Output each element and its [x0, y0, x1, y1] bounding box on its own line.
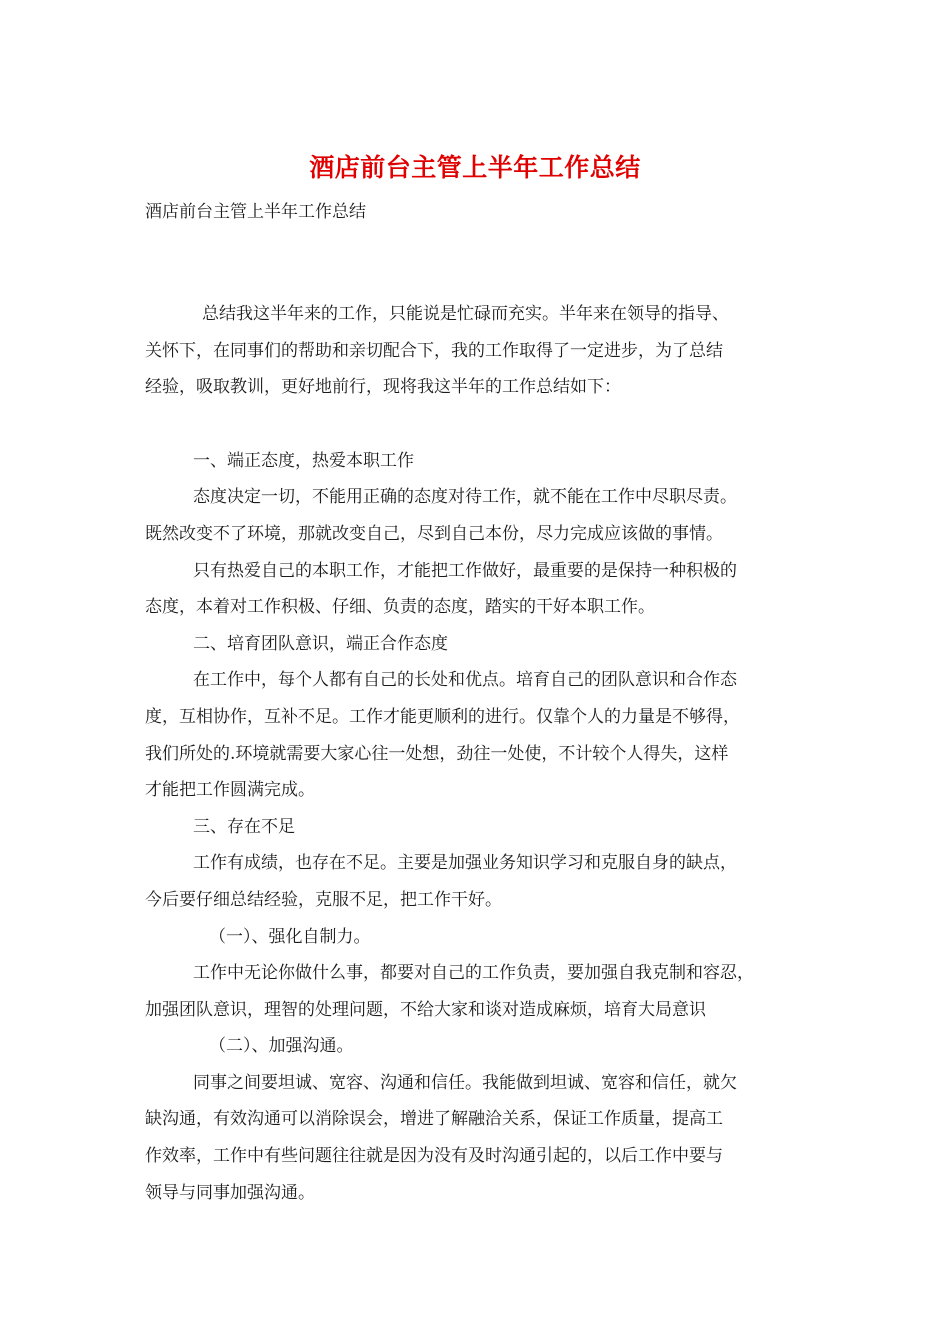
paragraph-line: 只有热爱自己的本职工作，才能把工作做好，最重要的是保持一种积极的 [193, 560, 737, 581]
paragraph-line: 工作中无论你做什么事，都要对自己的工作负责，要加强自我克制和容忍， [193, 963, 754, 984]
document-subtitle: 酒店前台主管上半年工作总结 [145, 202, 366, 222]
paragraph-line: 今后要仔细总结经验，克服不足，把工作干好。 [145, 889, 502, 910]
paragraph-gap [145, 406, 825, 443]
subsection-heading: （一）、强化自制力。 [209, 926, 371, 947]
paragraph-line: 经验，吸取教训，更好地前行，现将我这半年的工作总结如下： [145, 377, 621, 398]
paragraph-line: 总结我这半年来的工作，只能说是忙碌而充实。半年来在领导的指导、 [202, 304, 729, 324]
paragraph-line: 既然改变不了环境，那就改变自己，尽到自己本份，尽力完成应该做的事情。 [145, 523, 723, 544]
paragraph-line: 态度决定一切，不能用正确的态度对待工作，就不能在工作中尽职尽责。 [193, 487, 737, 508]
paragraph-line: 加强团队意识，理智的处理问题，不给大家和谈对造成麻烦，培育大局意识 [145, 999, 706, 1020]
paragraph-line: 我们所处的.环境就需要大家心往一处想，劲往一处使，不计较个人得失，这样 [145, 743, 729, 764]
paragraph-line: 工作有成绩，也存在不足。主要是加强业务知识学习和克服自身的缺点， [193, 853, 737, 874]
document-title: 酒店前台主管上半年工作总结 [309, 153, 641, 182]
section-heading: 二、培育团队意识，端正合作态度 [193, 633, 448, 654]
subsection-heading: （二）、加强沟通。 [209, 1036, 354, 1057]
section-heading: 一、端正态度，热爱本职工作 [193, 450, 414, 471]
paragraph-line: 领导与同事加强沟通。 [145, 1182, 315, 1203]
paragraph-line: 作效率，工作中有些问题往往就是因为没有及时沟通引起的，以后工作中要与 [145, 1146, 723, 1167]
paragraph-line: 才能把工作圆满完成。 [145, 780, 315, 801]
document-body [145, 296, 825, 1211]
paragraph-line: 同事之间要坦诚、宽容、沟通和信任。我能做到坦诚、宽容和信任，就欠 [193, 1072, 737, 1093]
paragraph-line: 在工作中，每个人都有自己的长处和优点。培育自己的团队意识和合作态 [193, 670, 737, 691]
section-heading: 三、存在不足 [193, 816, 295, 837]
paragraph-line: 度，互相协作，互补不足。工作才能更顺利的进行。仅靠个人的力量是不够得， [145, 706, 740, 727]
paragraph-line: 关怀下，在同事们的帮助和亲切配合下，我的工作取得了一定进步，为了总结 [145, 340, 723, 361]
paragraph-line: 态度，本着对工作积极、仔细、负责的态度，踏实的干好本职工作。 [145, 597, 655, 618]
paragraph-line: 缺沟通，有效沟通可以消除误会，增进了解融洽关系，保证工作质量，提高工 [145, 1109, 723, 1130]
